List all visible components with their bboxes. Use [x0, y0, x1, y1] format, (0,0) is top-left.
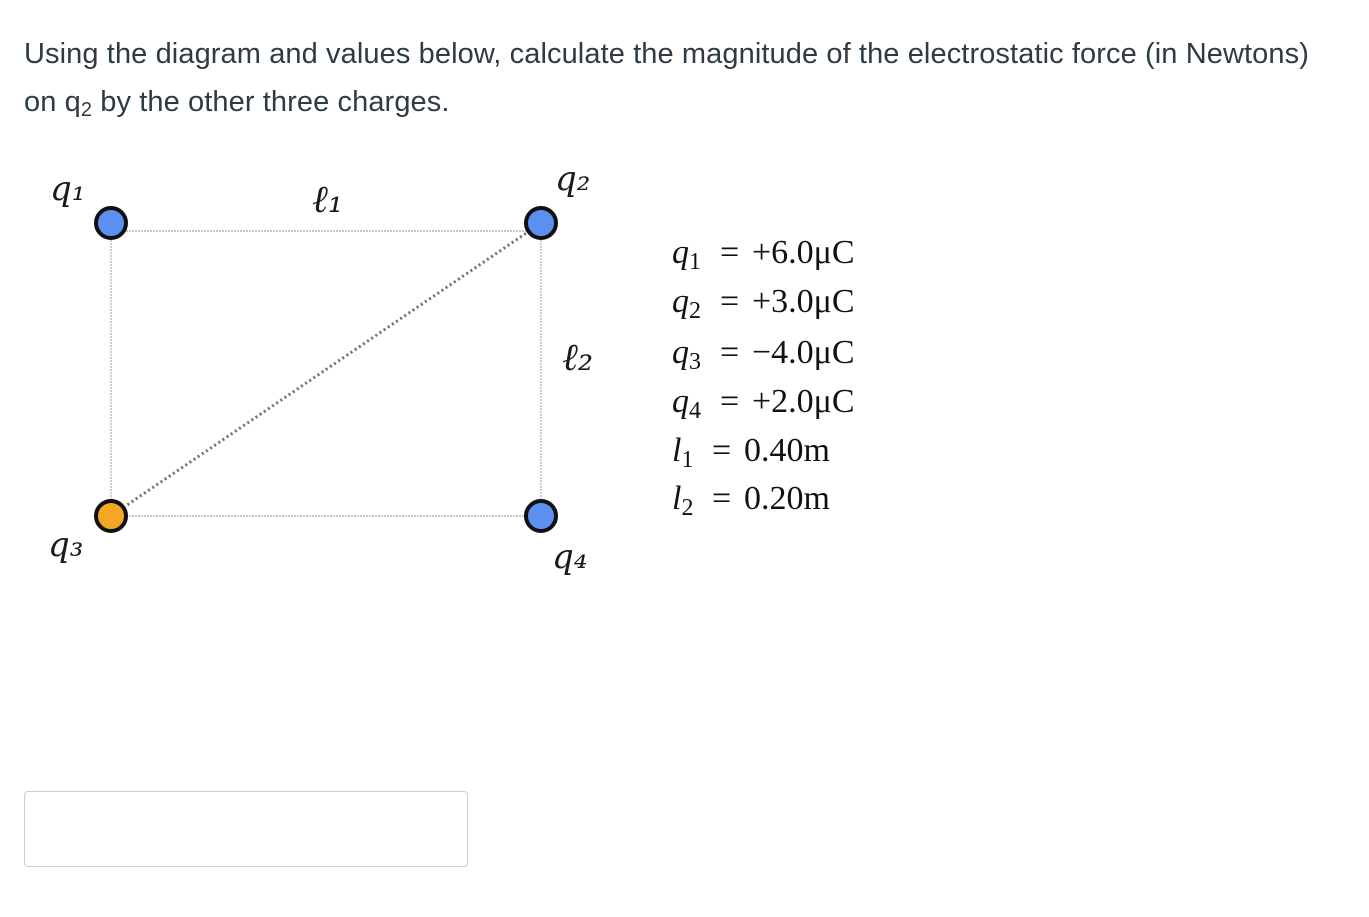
value-l2 — [672, 479, 830, 519]
value-l1-symbol — [672, 431, 712, 471]
value-q1-var: q — [672, 234, 689, 271]
value-q2-var: q — [672, 283, 689, 320]
value-l1 — [672, 431, 830, 471]
answer-input[interactable] — [24, 791, 468, 867]
label-q1: q₁ — [50, 169, 86, 209]
equals-sign: = — [720, 383, 740, 420]
charge-q2 — [526, 208, 556, 238]
value-q4-var: q — [672, 383, 689, 420]
value-q4-value: +2.0μC — [752, 383, 855, 420]
value-l2-var: l — [672, 480, 682, 517]
value-q3 — [672, 333, 855, 373]
value-q3-sub: 3 — [689, 349, 701, 375]
value-l2-value: 0.20m — [744, 480, 830, 517]
value-q4-symbol — [672, 382, 720, 422]
value-q1-symbol — [672, 233, 720, 273]
value-q1-value: +6.0μC — [752, 234, 855, 271]
value-l2-symbol — [672, 479, 712, 519]
question-text — [24, 30, 1344, 126]
question-subscript: 2 — [80, 99, 93, 121]
value-q1 — [672, 233, 855, 273]
value-l2-sub: 2 — [681, 495, 694, 521]
value-q1-sub: 1 — [689, 249, 701, 275]
diagonal-q3-q2 — [111, 223, 541, 516]
equals-sign: = — [720, 234, 740, 271]
question-text-end: by the other three charges. — [92, 86, 450, 118]
label-q3: q₃ — [48, 525, 84, 565]
value-q2-value: +3.0μC — [752, 283, 855, 320]
value-q4 — [672, 382, 855, 422]
value-q2 — [672, 282, 855, 322]
label-q4: q₄ — [552, 537, 588, 577]
value-q3-value: −4.0μC — [752, 334, 855, 371]
charge-q4 — [526, 501, 556, 531]
charge-q3 — [96, 501, 126, 531]
value-q4-sub: 4 — [689, 398, 701, 424]
equals-sign: = — [720, 283, 740, 320]
equals-sign: = — [712, 432, 732, 469]
value-q2-sub: 2 — [689, 298, 701, 324]
label-q2: q₂ — [555, 159, 591, 199]
question-text-main: Using the diagram and values below, calculate the magnitude of the electrostatic force (in Newtons) on q — [24, 38, 1309, 118]
equals-sign: = — [720, 334, 740, 371]
value-l1-value: 0.40m — [744, 432, 830, 469]
equals-sign: = — [712, 480, 732, 517]
charge-q1 — [96, 208, 126, 238]
value-q2-symbol — [672, 282, 720, 322]
value-l1-var: l — [672, 432, 682, 469]
value-l1-sub: 1 — [681, 447, 694, 473]
value-q3-symbol — [672, 333, 720, 373]
label-l2: ℓ₂ — [562, 335, 594, 379]
value-q3-var: q — [672, 334, 689, 371]
label-l1: ℓ₁ — [312, 177, 344, 221]
